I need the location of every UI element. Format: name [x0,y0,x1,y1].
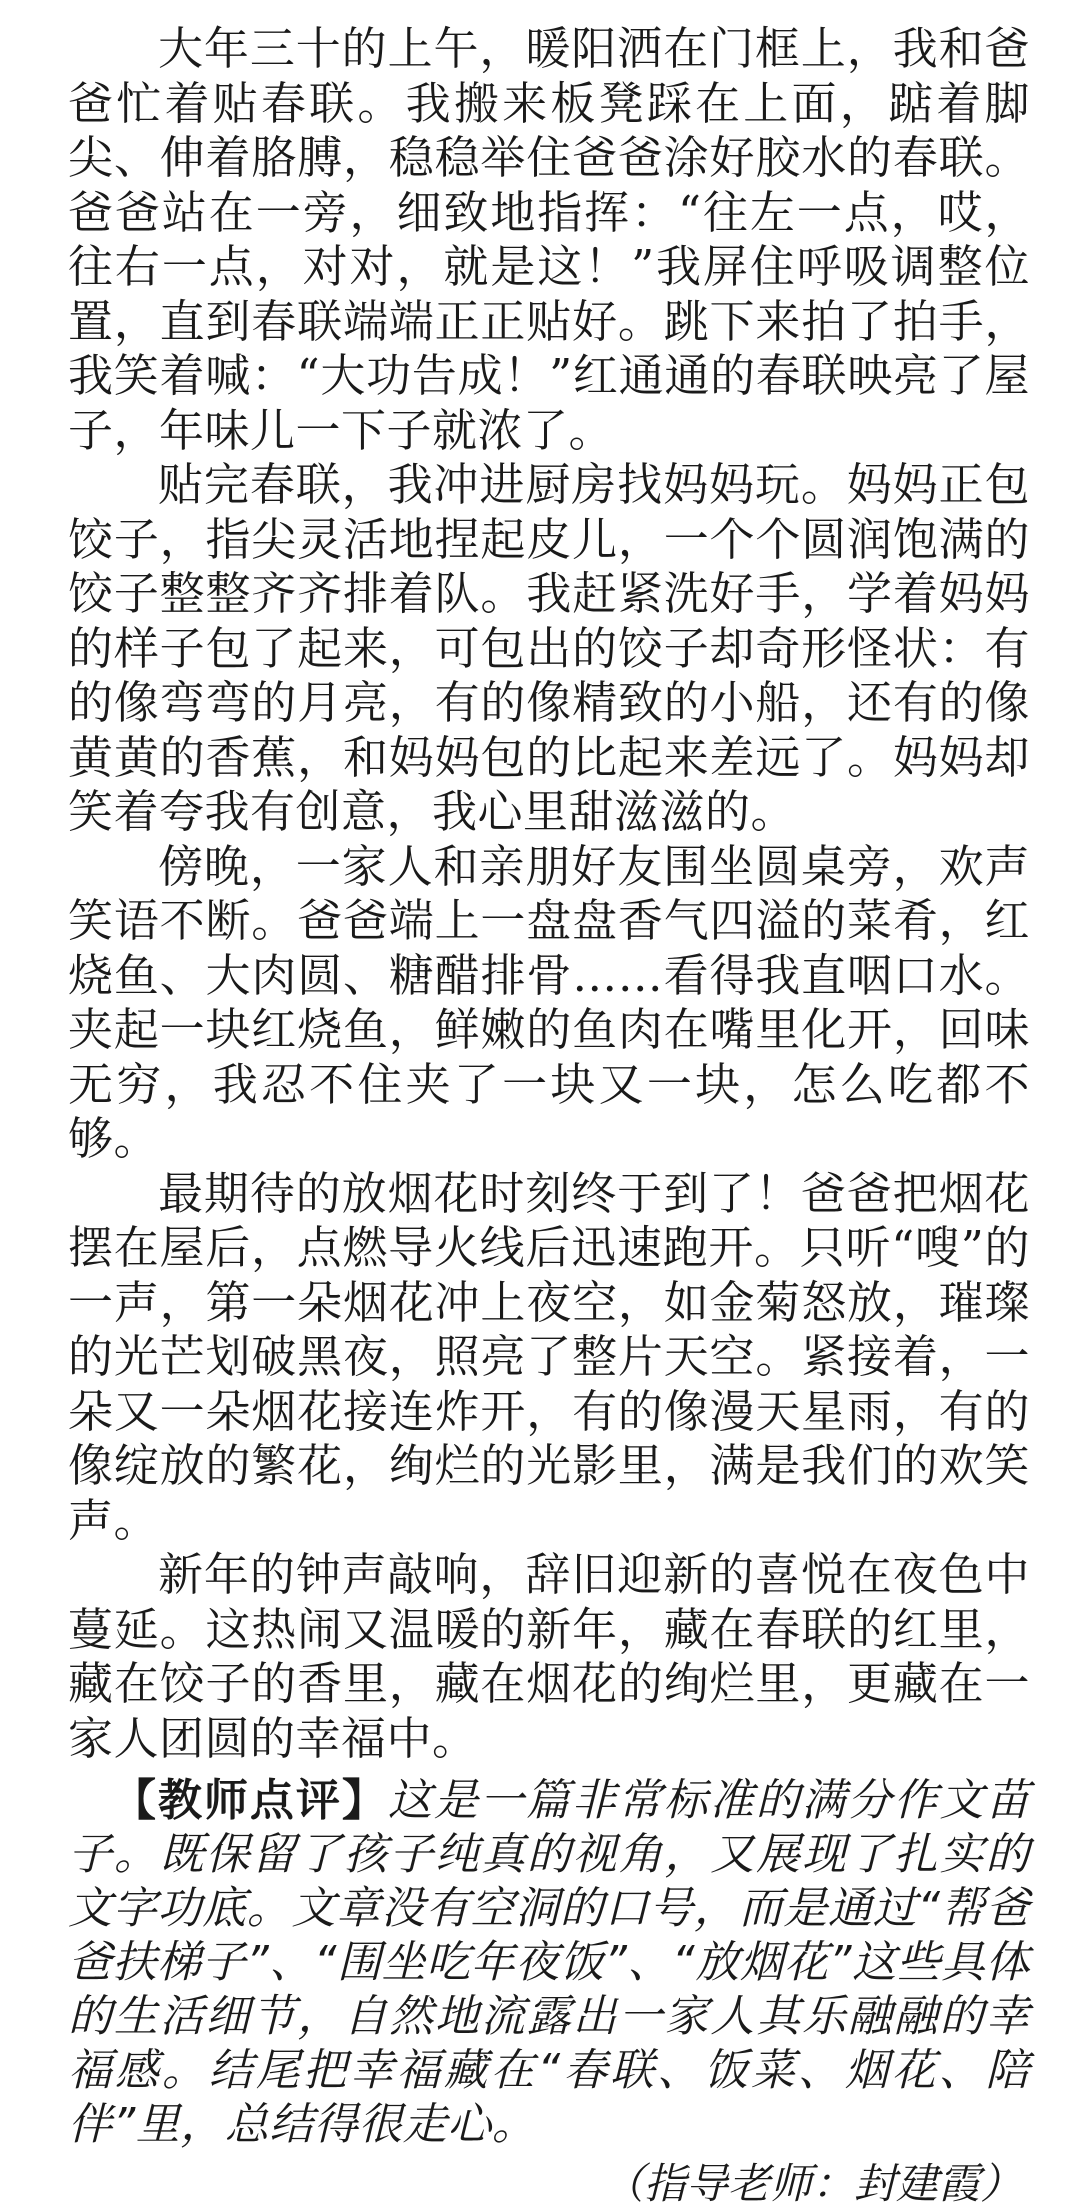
essay-body [68,22,1030,1766]
teacher-comment-text: 这是一篇非常标准的满分作文苗子。既保留了孩子纯真的视角，又展现了扎实的文字功底。文章没有空洞的口号，而是通过“帮爸爸扶梯子”、“围坐吃年夜饭”、“放烟花”这些具体的生活细节，自然地流露出一家人其乐融融的幸福感。结尾把幸福藏在“春联、饭菜、烟花、陪伴”里，总结得很走心。 [68,1775,1031,2150]
teacher-comment [68,1774,1030,2210]
essay-paragraph-5: 新年的钟声敲响，辞旧迎新的喜悦在夜色中蔓延。这热闹又温暖的新年，藏在春联的红里，藏在饺子的香里，藏在烟花的绚烂里，更藏在一家人团圆的幸福中。 [68,1548,1030,1765]
teacher-signature: （指导老师：封建霞） [601,2159,1022,2208]
essay-paragraph-4: 最期待的放烟花时刻终于到了！爸爸把烟花摆在屋后，点燃导火线后迅速跑开。只听“嗖”的一声，第一朵烟花冲上夜空，如金菊怒放，璀璨的光芒划破黑夜，照亮了整片天空。紧接着，一朵又一朵烟花接连炸开，有的像漫天星雨，有的像绽放的繁花，绚烂的光影里，满是我们的欢笑声。 [68,1166,1030,1547]
essay-paragraph-2: 贴完春联，我冲进厨房找妈妈玩。妈妈正包饺子，指尖灵活地捏起皮儿，一个个圆润饱满的饺子整整齐齐排着队。我赶紧洗好手，学着妈妈的样子包了起来，可包出的饺子却奇形怪状：有的像弯弯的月亮，有的像精致的小船，还有的像黄黄的香蕉，和妈妈包的比起来差远了。妈妈却笑着夸我有创意，我心里甜滋滋的。 [68,458,1030,838]
teacher-comment-tag: 【教师点评】 [112,1775,388,1826]
essay-paragraph-1: 大年三十的上午，暖阳洒在门框上，我和爸爸忙着贴春联。我搬来板凳踩在上面，踮着脚尖、伸着胳膊，稳稳举住爸爸涂好胶水的春联。爸爸站在一旁，细致地指挥：“往左一点，哎，往右一点，对对，就是这！”我屏住呼吸调整位置，直到春联端端正正贴好。跳下来拍了拍手，我笑着喊：“大功告成！”红通通的春联映亮了屋子，年味儿一下子就浓了。 [68,22,1030,457]
teacher-comment-body [68,1774,1030,2152]
essay-paragraph-3: 傍晚，一家人和亲朋好友围坐圆桌旁，欢声笑语不断。爸爸端上一盘盘香气四溢的菜肴，红烧鱼、大肉圆、糖醋排骨……看得我直咽口水。夹起一块红烧鱼，鲜嫩的鱼肉在嘴里化开，回味无穷，我忍不住夹了一块又一块，怎么吃都不够。 [68,839,1030,1165]
